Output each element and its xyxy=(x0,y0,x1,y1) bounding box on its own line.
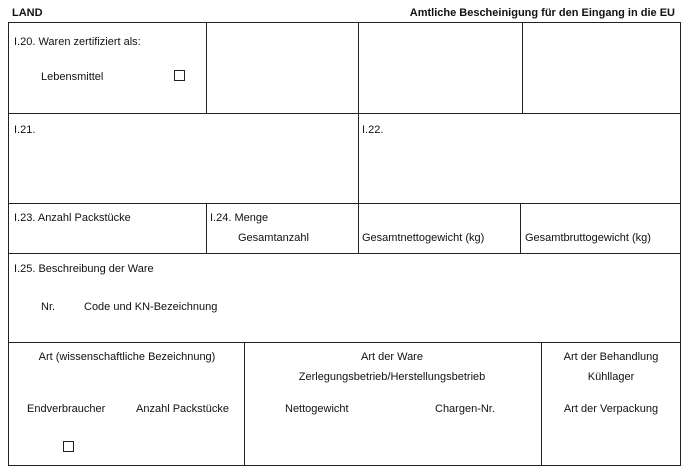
net-weight-label: Nettogewicht xyxy=(285,403,349,415)
treatment-type-label: Art der Behandlung xyxy=(563,351,659,363)
commodity-type-label: Art der Ware xyxy=(361,351,423,363)
cold-store-label: Kühllager xyxy=(587,371,635,383)
country-label: LAND xyxy=(12,7,43,19)
field-i25-label: I.25. Beschreibung der Ware xyxy=(14,263,154,275)
packaging-type-label: Art der Verpackung xyxy=(563,403,659,415)
field-i23-label: I.23. Anzahl Packstücke xyxy=(14,212,131,224)
field-i24-label: I.24. Menge xyxy=(210,212,269,224)
net-weight-total-label: Gesamtnettogewicht (kg) xyxy=(362,232,485,244)
field-i21-label: I.21. xyxy=(14,124,36,136)
certificate-title: Amtliche Bescheinigung für den Eingang in die EU xyxy=(409,7,675,19)
package-count-label: Anzahl Packstücke xyxy=(136,403,229,415)
number-label: Nr. xyxy=(41,301,56,313)
gross-weight-total-label: Gesamtbruttogewicht (kg) xyxy=(525,232,651,244)
total-count-label: Gesamtanzahl xyxy=(238,232,309,244)
plant-label: Zerlegungsbetrieb/Herstellungsbetrieb xyxy=(298,371,486,383)
food-checkbox[interactable] xyxy=(174,70,185,81)
food-option-label: Lebensmittel xyxy=(41,71,104,83)
field-i20-label: I.20. Waren zertifiziert als: xyxy=(14,36,141,48)
cn-code-label: Code und KN-Bezeichnung xyxy=(84,301,218,313)
species-label: Art (wissenschaftliche Bezeichnung) xyxy=(38,351,216,363)
batch-number-label: Chargen-Nr. xyxy=(435,403,495,415)
end-consumer-checkbox[interactable] xyxy=(63,441,74,452)
field-i22-label: I.22. xyxy=(362,124,384,136)
end-consumer-label: Endverbraucher xyxy=(27,403,106,415)
